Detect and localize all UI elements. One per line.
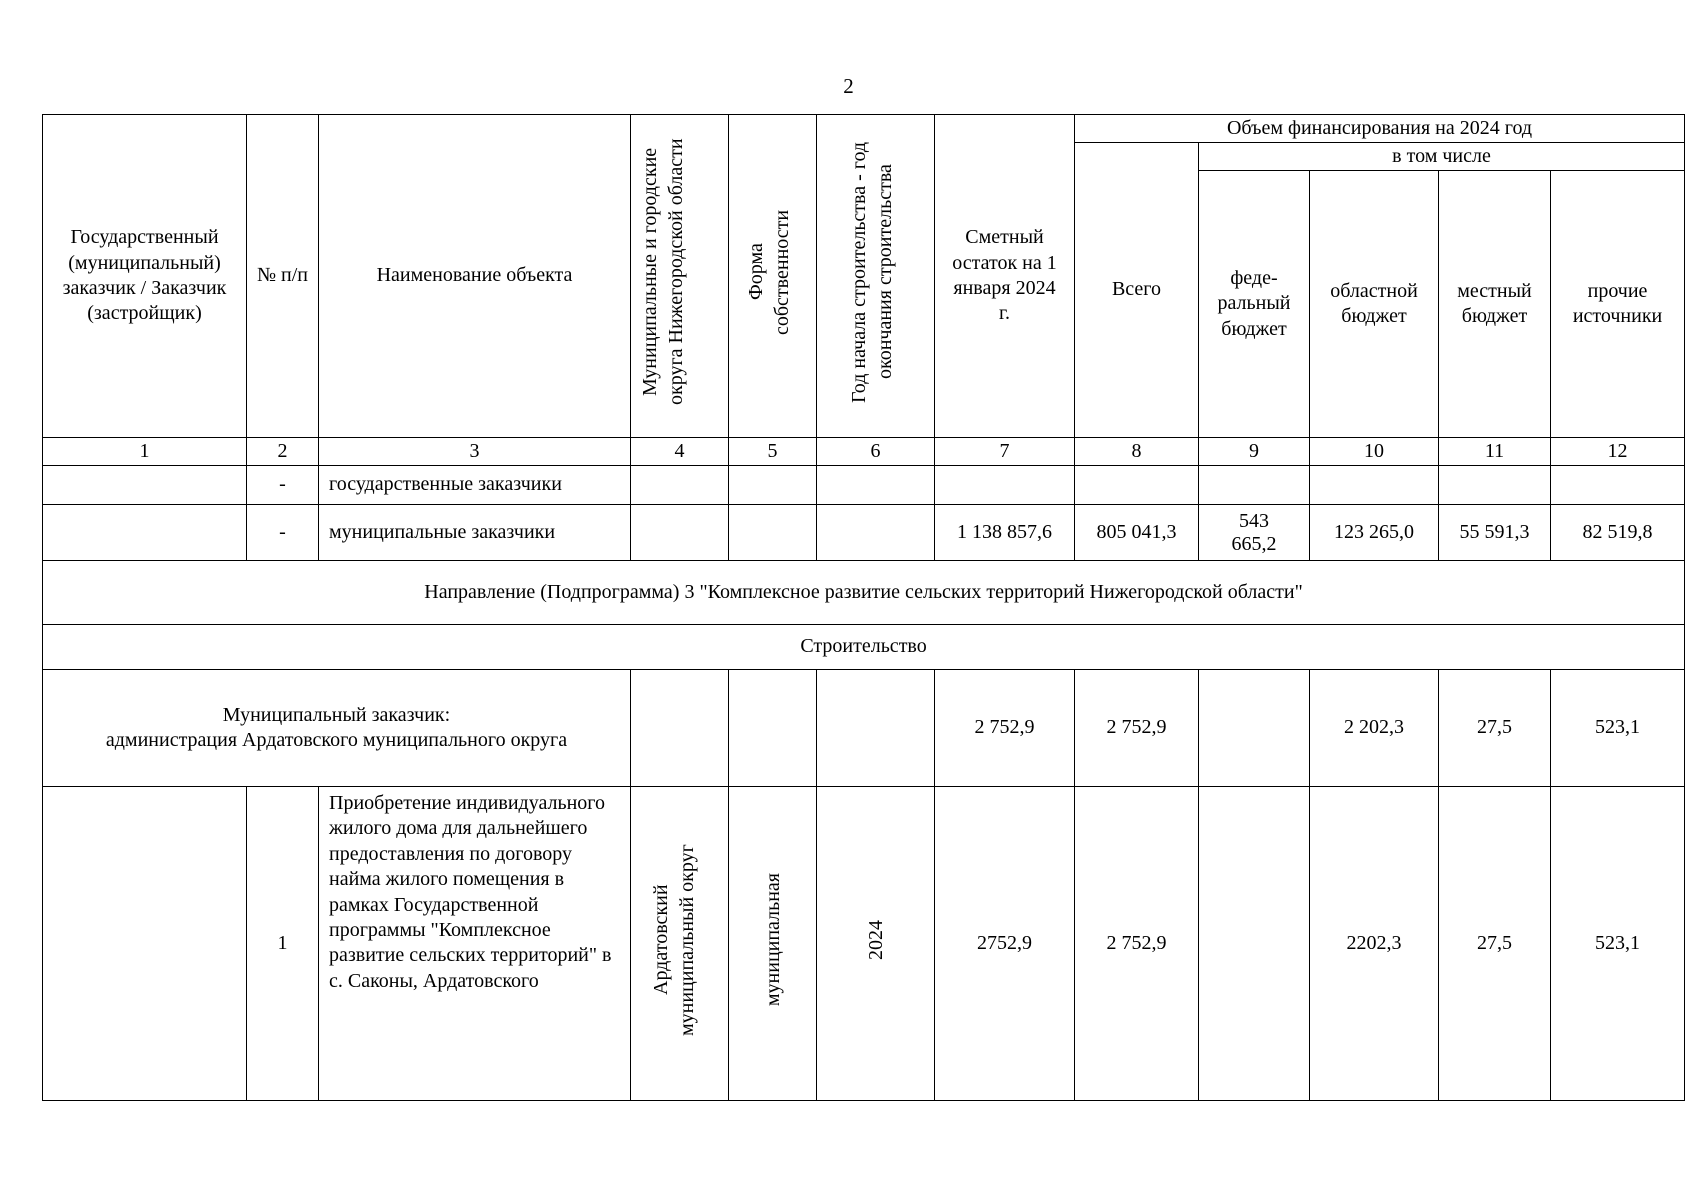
header-object-name: Наименование объекта [319, 115, 631, 438]
object-other: 523,1 [1551, 787, 1685, 1101]
cell-empty [1075, 466, 1199, 505]
header-districts [631, 115, 729, 438]
column-index-row [43, 438, 1685, 466]
object-name: Приобретение индивидуального жилого дома для дальнейшего предоставления по договору найма жилого помещения в рамках Государственной программы "Комплексное развитие сельских территорий" в с. Саконы, Ардатовского [319, 787, 631, 1101]
header-balance: Сметный остаток на 1 января 2024 г. [935, 115, 1075, 438]
municipal-total: 805 041,3 [1075, 505, 1199, 561]
column-index: 2 [247, 438, 319, 466]
column-index: 6 [817, 438, 935, 466]
row-customer-ardatov [43, 670, 1685, 787]
cell-empty [43, 466, 247, 505]
cell-empty [935, 466, 1075, 505]
cell-empty [1310, 466, 1439, 505]
header-including: в том числе [1199, 143, 1685, 171]
cell-empty [729, 466, 817, 505]
column-index: 11 [1439, 438, 1551, 466]
cell-empty [817, 466, 935, 505]
object-ownership [729, 787, 817, 1101]
cell-empty [729, 505, 817, 561]
header-regional: областной бюджет [1310, 171, 1439, 438]
section-title: Строительство [43, 625, 1685, 670]
column-index: 7 [935, 438, 1075, 466]
municipal-local: 55 591,3 [1439, 505, 1551, 561]
direction-title: Направление (Подпрограмма) 3 "Комплексное развитие сельских территорий Нижегородской области" [43, 561, 1685, 625]
row-object-1 [43, 787, 1685, 1101]
header-other: прочие источники [1551, 171, 1685, 438]
header-financing: Объем финансирования на 2024 год [1075, 115, 1685, 143]
cell-empty [43, 787, 247, 1101]
object-district [631, 787, 729, 1101]
header-ownership-label: Форма собственности [744, 209, 793, 335]
header-years [817, 115, 935, 438]
column-index: 5 [729, 438, 817, 466]
header-federal: феде-ральный бюджет [1199, 171, 1310, 438]
cell-empty [729, 670, 817, 787]
row-section [43, 625, 1685, 670]
municipal-federal: 543 665,2 [1199, 505, 1310, 561]
customer-name [43, 670, 631, 787]
row-municipal-customers [43, 505, 1685, 561]
municipal-row-name: муниципальные заказчики [319, 505, 631, 561]
state-row-number: - [247, 466, 319, 505]
column-index: 12 [1551, 438, 1685, 466]
column-index: 4 [631, 438, 729, 466]
object-number: 1 [247, 787, 319, 1101]
column-index: 3 [319, 438, 631, 466]
municipal-balance: 1 138 857,6 [935, 505, 1075, 561]
header-local: местный бюджет [1439, 171, 1551, 438]
cell-empty [1199, 466, 1310, 505]
column-index: 10 [1310, 438, 1439, 466]
object-district-label: Ардатовский муниципальный округ [649, 843, 698, 1036]
object-year [817, 787, 935, 1101]
column-index: 1 [43, 438, 247, 466]
cell-empty [631, 670, 729, 787]
object-total: 2 752,9 [1075, 787, 1199, 1101]
column-index: 8 [1075, 438, 1199, 466]
customer-name-line2: администрация Ардатовского муниципального округа [105, 729, 568, 751]
header-districts-label: Муниципальные и городские округа Нижегородской области [638, 139, 687, 406]
cell-empty [817, 670, 935, 787]
cell-empty [631, 466, 729, 505]
municipal-row-number: - [247, 505, 319, 561]
object-balance: 2752,9 [935, 787, 1075, 1101]
object-ownership-label: муниципальная [761, 873, 784, 1007]
header-total: Всего [1075, 143, 1199, 438]
municipal-regional: 123 265,0 [1310, 505, 1439, 561]
object-local: 27,5 [1439, 787, 1551, 1101]
object-year-label: 2024 [864, 919, 887, 960]
cell-empty [631, 505, 729, 561]
customer-regional: 2 202,3 [1310, 670, 1439, 787]
customer-total: 2 752,9 [1075, 670, 1199, 787]
customer-federal [1199, 670, 1310, 787]
header-years-label: Год начала строительства - год окончания строительства [847, 141, 896, 403]
cell-empty [817, 505, 935, 561]
header-customer: Государственный (муниципальный) заказчик / Заказчик (застройщик) [43, 115, 247, 438]
column-index: 9 [1199, 438, 1310, 466]
object-regional: 2202,3 [1310, 787, 1439, 1101]
financing-table [42, 114, 1685, 1101]
row-state-customers [43, 466, 1685, 505]
header-ownership [729, 115, 817, 438]
customer-local: 27,5 [1439, 670, 1551, 787]
customer-other: 523,1 [1551, 670, 1685, 787]
customer-balance: 2 752,9 [935, 670, 1075, 787]
state-row-name: государственные заказчики [319, 466, 631, 505]
cell-empty [43, 505, 247, 561]
page-number: 2 [843, 74, 854, 98]
cell-empty [1439, 466, 1551, 505]
cell-empty [1551, 466, 1685, 505]
municipal-other: 82 519,8 [1551, 505, 1685, 561]
customer-name-line1: Муниципальный заказчик: [222, 703, 451, 726]
header-number: № п/п [247, 115, 319, 438]
object-federal [1199, 787, 1310, 1101]
row-direction [43, 561, 1685, 625]
